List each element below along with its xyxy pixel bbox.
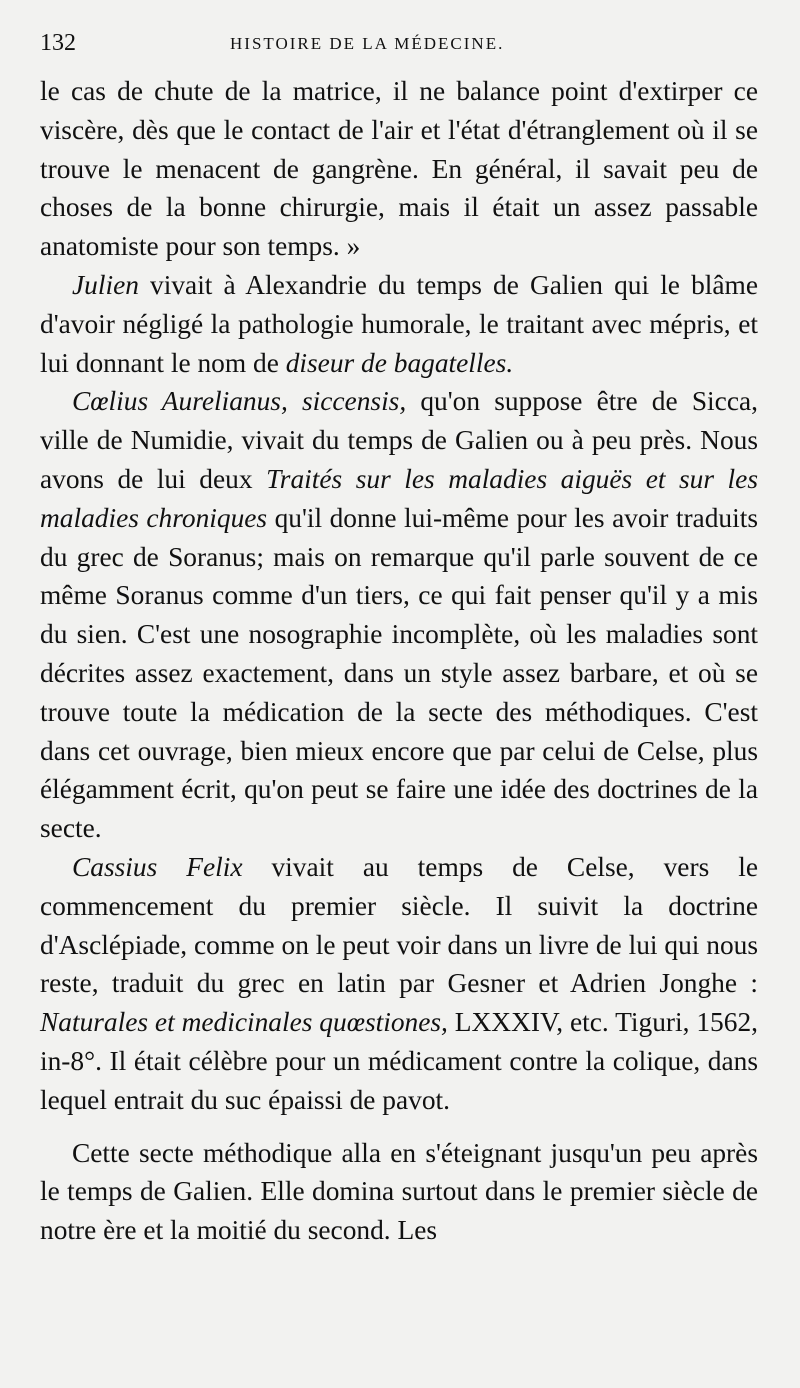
page-number: 132 <box>40 30 76 56</box>
paragraph-text: Cette secte méthodique alla en s'éteignant jusqu'un peu après le temps de Galien. Elle domina surtout dans le premier siècle de notre ère et la moitié du second. Les <box>40 1137 758 1246</box>
paragraph-text: LXXXIV, etc. Tiguri, 1562, in-8°. Il était célèbre pour un médicament contre la colique, dans lequel entrait du suc épaissi de pavot. <box>40 1007 758 1115</box>
paragraph-text: qu'il donne lui-même pour les avoir traduits du grec de Soranus; mais on remarque qu'il parle souvent de ce même Soranus comme d'un tiers, ce qui fait penser qu'il y a mis du sien. C'est une nosographie incomplète, où les maladies sont décrites assez exactement, dans un style assez barbare, et où se trouve toute la médication de la secte des méthodiques. C'est dans cet ouvrage, bien mieux encore que par celui de Celse, plus élégamment écrit, qu'on peut se faire une idée des doctrines de la secte. <box>40 502 758 844</box>
paragraph-secte-methodique <box>40 1134 758 1250</box>
book-title: Naturales et medicinales quœstiones, <box>40 1007 448 1038</box>
page-header <box>40 30 760 62</box>
person-name: Julien <box>72 269 139 300</box>
paragraph-text: le cas de chute de la matrice, il ne balance point d'extirper ce viscère, dès que le contact de l'air et l'état d'étranglement où il se trouve le menacent de gangrène. En général, il savait peu de choses de la bonne chirurgie, mais il était un assez passable anatomiste pour son temps. » <box>40 76 758 262</box>
body-text <box>40 72 758 1250</box>
italic-phrase: diseur de bagatelles. <box>285 347 514 378</box>
running-head: HISTOIRE DE LA MÉDECINE. <box>230 34 505 53</box>
paragraph-text: vivait à Alexandrie du temps de Galien qui le blâme d'avoir négligé la pathologie humorale, le traitant avec mépris, et lui donnant le nom de <box>40 269 758 378</box>
paragraph-text <box>288 386 302 416</box>
person-name: Cassius Felix <box>72 851 243 882</box>
paragraph-text: vivait au temps de Celse, vers le commencement du premier siècle. Il suivit la doctrine d'Asclépiade, comme on le peut voir dans un livre de lui qui nous reste, traduit du grec en latin par Gesner et Adrien Jonghe : <box>40 851 758 999</box>
italic-phrase: siccensis, <box>301 386 407 417</box>
paragraph-text: qu'on suppose être de Sicca, ville de Numidie, vivait du temps de Galien ou à peu près. Nous avons de lui deux <box>40 386 758 494</box>
paragraph-continuation <box>40 72 758 266</box>
paragraph-julien <box>40 266 758 382</box>
book-title: Traités sur les maladies aiguës et sur les maladies chroniques <box>40 463 758 533</box>
paragraph-coelius-aurelianus <box>40 382 758 848</box>
paragraph-cassius-felix <box>40 848 758 1120</box>
person-name: Cœlius Aurelianus, <box>72 386 288 417</box>
